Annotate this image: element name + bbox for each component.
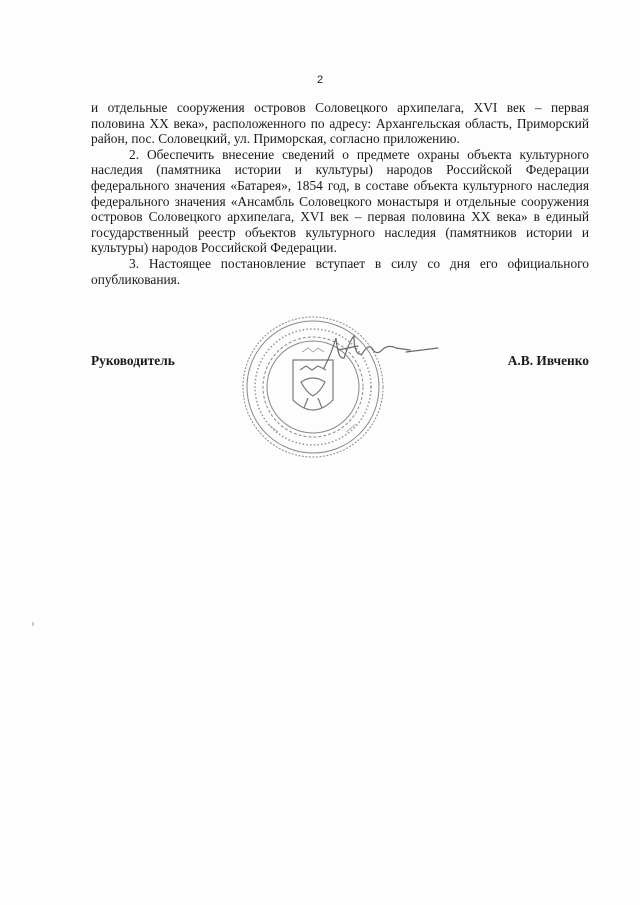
handwritten-signature <box>318 330 443 375</box>
signatory-name: А.В. Ивченко <box>507 353 589 368</box>
document-body <box>91 100 589 287</box>
paragraph-item-3: 3. Настоящее постановление вступает в силу со дня его официального опубликования. <box>91 255 589 287</box>
paragraph-continuation: и отдельные сооружения островов Соловецкого архипелага, XVI век – первая половина XX века», расположенного по адресу: Архангельская область, Приморский район, пос. Соловецкий, ул. Приморская, согласно приложению. <box>91 100 589 147</box>
paragraph-item-2: 2. Обеспечить внесение сведений о предмете охраны объекта культурного наследия (памятника истории и культуры) народов Российской Федерации федерального значения «Батарея», 1854 год, в составе объекта культурного наследия федерального значения «Ансамбль Соловецкого монастыря и отдельные сооружения островов Соловецкого архипелага, XVI век – первая половина XX века» в единый государственный реестр объектов культурного наследия (памятников истории и культуры) народов Российской Федерации. <box>91 146 589 256</box>
signatory-title: Руководитель <box>91 353 175 368</box>
page-number: 2 <box>316 74 324 86</box>
scan-speck <box>32 622 34 626</box>
